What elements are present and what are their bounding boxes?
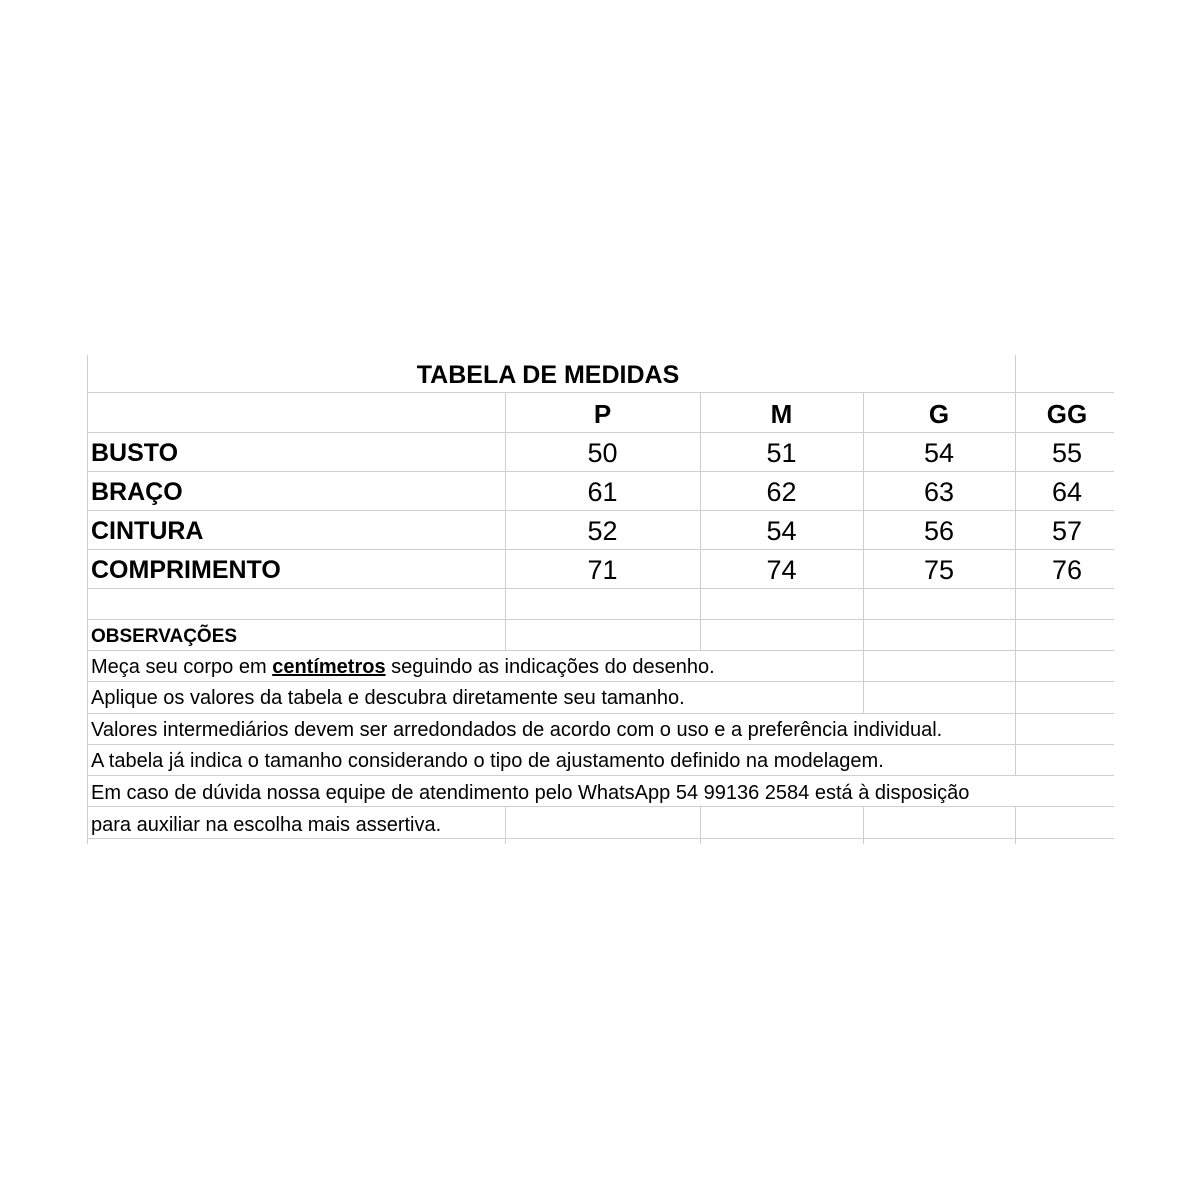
row-label-cintura: CINTURA xyxy=(91,517,204,545)
note-line-2: Aplique os valores da tabela e descubra diretamente seu tamanho. xyxy=(91,687,685,709)
grid-line xyxy=(87,681,1114,682)
grid-line xyxy=(863,807,864,844)
table-title: TABELA DE MEDIDAS xyxy=(416,361,680,389)
cell-comprimento-m: 74 xyxy=(766,555,797,585)
cell-cintura-p: 52 xyxy=(587,516,618,546)
grid-line xyxy=(700,807,701,844)
grid-line xyxy=(87,392,1114,393)
cell-busto-p: 50 xyxy=(587,438,618,468)
cell-braco-p: 61 xyxy=(587,477,618,507)
grid-line xyxy=(87,744,1114,745)
cell-cintura-g: 56 xyxy=(923,516,955,546)
row-label-busto: BUSTO xyxy=(91,439,179,467)
grid-line xyxy=(87,838,1114,839)
note-line-1-emphasis: centímetros xyxy=(272,656,386,678)
cell-busto-g: 54 xyxy=(923,438,955,468)
grid-line xyxy=(87,619,1114,620)
cell-braco-g: 63 xyxy=(923,477,955,507)
note-line-6: para auxiliar na escolha mais assertiva. xyxy=(91,814,442,836)
size-header-g: G xyxy=(928,399,950,429)
note-line-1-end: seguindo as indicações do desenho. xyxy=(385,656,715,678)
cell-comprimento-p: 71 xyxy=(587,555,618,585)
size-header-gg: GG xyxy=(1046,399,1088,429)
grid-line xyxy=(87,806,1114,807)
cell-comprimento-gg: 76 xyxy=(1051,555,1083,585)
grid-line xyxy=(87,510,1114,511)
cell-braco-m: 62 xyxy=(766,477,797,507)
note-line-3: Valores intermediários devem ser arredondados de acordo com o uso e a preferência individual. xyxy=(91,719,943,741)
row-label-comprimento: COMPRIMENTO xyxy=(91,556,281,584)
grid-line xyxy=(1015,807,1016,844)
cell-busto-gg: 55 xyxy=(1051,438,1083,468)
grid-line xyxy=(87,355,88,844)
note-line-1-start: Meça seu corpo em xyxy=(91,656,273,678)
observations-title: OBSERVAÇÕES xyxy=(91,626,238,647)
size-header-p: P xyxy=(593,399,612,429)
grid-line xyxy=(87,471,1114,472)
cell-cintura-m: 54 xyxy=(766,516,797,546)
grid-line xyxy=(505,807,506,844)
cell-cintura-gg: 57 xyxy=(1051,516,1083,546)
cell-comprimento-g: 75 xyxy=(923,555,955,585)
grid-line xyxy=(87,432,1114,433)
cell-busto-m: 51 xyxy=(766,438,797,468)
row-label-braco: BRAÇO xyxy=(91,478,183,506)
grid-line xyxy=(87,650,1114,651)
grid-line xyxy=(87,588,1114,589)
size-header-m: M xyxy=(770,399,793,429)
note-line-5: Em caso de dúvida nossa equipe de atendimento pelo WhatsApp 54 99136 2584 está à disposição xyxy=(91,782,970,804)
grid-line xyxy=(87,549,1114,550)
grid-line xyxy=(87,775,1114,776)
note-line-1 xyxy=(91,657,715,677)
grid-line xyxy=(87,713,1114,714)
note-line-4: A tabela já indica o tamanho considerando o tipo de ajustamento definido na modelagem. xyxy=(91,750,884,772)
cell-braco-gg: 64 xyxy=(1051,477,1083,507)
